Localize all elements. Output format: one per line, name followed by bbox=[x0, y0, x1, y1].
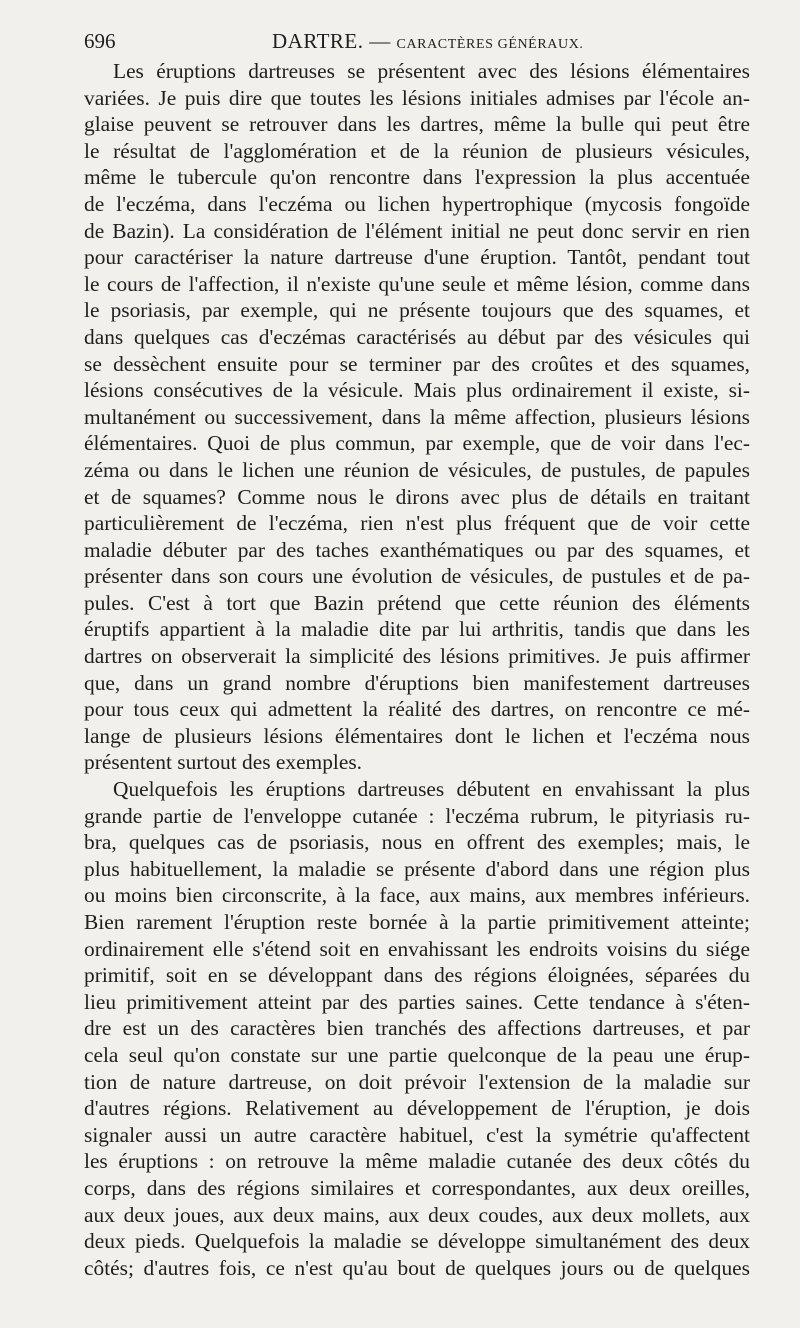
text-line: Quelquefois les éruptions dartreuses débutent en envahissant la plus bbox=[113, 777, 750, 802]
paragraph bbox=[84, 58, 750, 776]
text-line: variées. Je puis dire que toutes les lésions initiales admises par l'école an- bbox=[84, 85, 750, 110]
text-line: dre est un des caractères bien tranchés des affections dartreuses, et par bbox=[84, 1016, 750, 1041]
text-line: plus habituellement, la maladie se présente d'abord dans une région plus bbox=[84, 856, 750, 881]
text-line: se dessèchent ensuite pour se terminer par des croûtes et des squames, bbox=[84, 351, 750, 376]
text-line: éruptifs appartient à la maladie dite par lui arthritis, tandis que dans les bbox=[84, 617, 750, 642]
text-line: élémentaires. Quoi de plus commun, par exemple, que de voir dans l'ec- bbox=[84, 431, 750, 456]
text-line: même le tubercule qu'on rencontre dans l'expression la plus accentuée bbox=[84, 165, 750, 190]
text-line: le cours de l'affection, il n'existe qu'une seule et même lésion, comme dans bbox=[84, 271, 750, 296]
text-line: ou moins bien circonscrite, à la face, aux mains, aux membres inférieurs. bbox=[84, 883, 750, 908]
text-line: cela seul qu'on constate sur une partie quelconque de la peau une érup- bbox=[84, 1042, 750, 1067]
text-line: particulièrement de l'eczéma, rien n'est plus fréquent que de voir cette bbox=[84, 511, 750, 536]
text-line: grande partie de l'enveloppe cutanée : l'eczéma rubrum, le pityriasis ru- bbox=[84, 803, 750, 828]
running-head-title bbox=[272, 26, 584, 60]
text-line: primitif, soit en se développant dans des régions éloignées, séparées du bbox=[84, 963, 750, 988]
running-header bbox=[84, 26, 750, 56]
text-line: pour tous ceux qui admettent la réalité des dartres, on rencontre ce mé- bbox=[84, 697, 750, 722]
text-line: dans quelques cas d'eczémas caractérisés au début par des vésicules qui bbox=[84, 324, 750, 349]
text-line: de l'eczéma, dans l'eczéma ou lichen hypertrophique (mycosis fongoïde bbox=[84, 191, 750, 216]
text-line: les éruptions : on retrouve la même maladie cutanée des deux côtés du bbox=[84, 1149, 750, 1174]
text-line: ordinairement elle s'étend soit en envahissant les endroits voisins du siége bbox=[84, 936, 750, 961]
text-line: signaler aussi un autre caractère habituel, c'est la symétrie qu'affectent bbox=[84, 1122, 750, 1147]
text-line: glaise peuvent se retrouver dans les dartres, même la bulle qui peut être bbox=[84, 112, 750, 137]
text-line: le résultat de l'agglomération et de la réunion de plusieurs vésicules, bbox=[84, 138, 750, 163]
text-line: dartres on observerait la simplicité des lésions primitives. Je puis affirmer bbox=[84, 644, 750, 669]
text-line: que, dans un grand nombre d'éruptions bien manifestement dartreuses bbox=[84, 670, 750, 695]
text-line: lange de plusieurs lésions élémentaires dont le lichen et l'eczéma nous bbox=[84, 723, 750, 748]
paragraph bbox=[84, 776, 750, 1281]
text-line: le psoriasis, par exemple, qui ne présente toujours que des squames, et bbox=[84, 298, 750, 323]
chapter-title: DARTRE. bbox=[272, 29, 364, 53]
text-line: et de squames? Comme nous le dirons avec plus de détails en traitant bbox=[84, 484, 750, 509]
text-line: présenter dans son cours une évolution de vésicules, de pustules et de pa- bbox=[84, 564, 750, 589]
text-line: lieu primitivement atteint par des parties saines. Cette tendance à s'éten- bbox=[84, 989, 750, 1014]
text-line: multanément ou successivement, dans la même affection, plusieurs lésions bbox=[84, 404, 750, 429]
text-line: aux deux joues, aux deux mains, aux deux coudes, aux deux mollets, aux bbox=[84, 1202, 750, 1227]
text-line: pules. C'est à tort que Bazin prétend que cette réunion des éléments bbox=[84, 590, 750, 615]
body-text bbox=[84, 58, 750, 1281]
text-line: côtés; d'autres fois, ce n'est qu'au bout de quelques jours ou de quelques bbox=[84, 1255, 750, 1280]
header-dash: — bbox=[369, 29, 391, 53]
section-subtitle: CARACTÈRES GÉNÉRAUX. bbox=[396, 37, 584, 52]
text-line: corps, dans des régions similaires et correspondantes, aux deux oreilles, bbox=[84, 1175, 750, 1200]
text-line: lésions consécutives de la vésicule. Mais plus ordinairement il existe, si- bbox=[84, 378, 750, 403]
text-line: d'autres régions. Relativement au développement de l'éruption, je dois bbox=[84, 1096, 750, 1121]
text-line: Bien rarement l'éruption reste bornée à la partie primitivement atteinte; bbox=[84, 910, 750, 934]
text-line: maladie débuter par des taches exanthématiques ou par des squames, et bbox=[84, 537, 750, 562]
text-line: de Bazin). La considération de l'élément initial ne peut donc servir en rien bbox=[84, 218, 750, 243]
text-line: zéma ou dans le lichen une réunion de vésicules, de pustules, de papules bbox=[84, 457, 750, 482]
text-line: tion de nature dartreuse, on doit prévoir l'extension de la maladie sur bbox=[84, 1069, 750, 1094]
page-number: 696 bbox=[84, 29, 116, 53]
text-line: pour caractériser la nature dartreuse d'une éruption. Tantôt, pendant tout bbox=[84, 245, 750, 270]
text-line: Les éruptions dartreuses se présentent avec des lésions élémentaires bbox=[113, 59, 750, 83]
text-line: bra, quelques cas de psoriasis, nous en offrent des exemples; mais, le bbox=[84, 830, 750, 855]
text-line: deux pieds. Quelquefois la maladie se développe simultanément des deux bbox=[84, 1229, 750, 1254]
text-line: présentent surtout des exemples. bbox=[84, 750, 363, 775]
